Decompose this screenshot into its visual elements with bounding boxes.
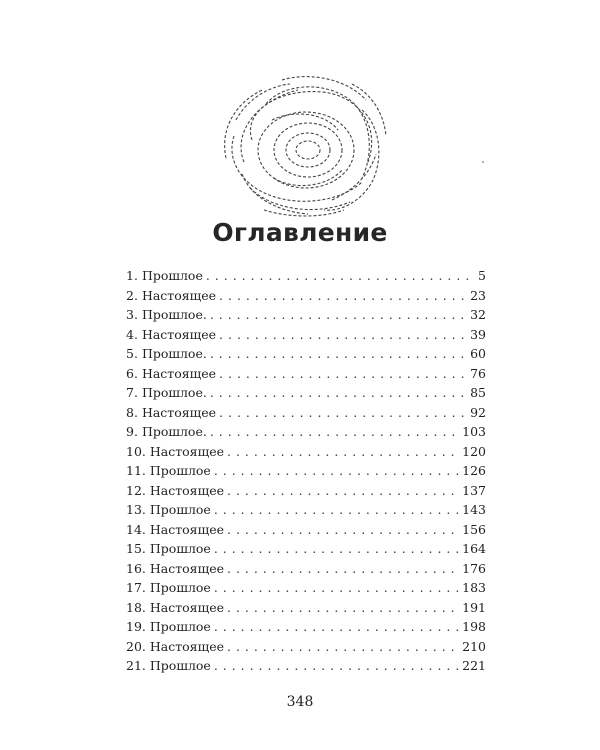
toc-entry-page: 103 (462, 424, 486, 439)
toc-entry-page: 143 (462, 502, 486, 517)
toc-entry[interactable] (126, 403, 486, 423)
toc-entry-title: Настоящее (141, 365, 217, 381)
toc-entry-page: 76 (470, 365, 486, 381)
table-of-contents (126, 266, 486, 676)
toc-entry-number: 3. (126, 307, 138, 322)
toc-entry[interactable] (126, 559, 486, 579)
dot-leader (227, 598, 459, 618)
toc-entry[interactable] (126, 266, 486, 286)
toc-entry-page: 32 (470, 307, 486, 322)
toc-entry-page: 198 (462, 619, 486, 634)
toc-entry-number: 14. (126, 521, 146, 537)
toc-entry-page: 221 (462, 658, 486, 673)
toc-entry[interactable] (126, 617, 486, 637)
toc-entry-number: 7. (126, 385, 138, 400)
toc-entry-title: Прошлое (149, 502, 211, 517)
toc-entry[interactable] (126, 325, 486, 345)
dot-leader (219, 364, 467, 384)
toc-entry-title: Настоящее (149, 443, 224, 459)
toc-entry-title: Прошлое. (141, 385, 207, 400)
page-title: Оглавление (212, 218, 388, 247)
toc-entry-title: Прошлое. (141, 424, 207, 439)
toc-entry-page: 183 (462, 580, 486, 595)
toc-entry-number: 1. (126, 268, 138, 283)
toc-entry-number: 10. (126, 443, 146, 459)
dot-leader (206, 266, 475, 286)
toc-entry[interactable] (126, 442, 486, 462)
toc-entry-title: Прошлое. (141, 346, 207, 361)
dot-leader (227, 559, 459, 579)
toc-entry-title: Настоящее (149, 599, 224, 615)
toc-entry-title: Прошлое (149, 463, 211, 478)
toc-entry[interactable] (126, 598, 486, 618)
toc-entry-number: 6. (126, 365, 138, 381)
dot-leader (210, 422, 459, 442)
dot-leader (214, 617, 459, 637)
toc-entry-page: 137 (462, 482, 486, 498)
toc-entry-number: 2. (126, 287, 138, 303)
toc-entry-number: 12. (126, 482, 146, 498)
dashed-spiral-icon (212, 70, 392, 220)
toc-entry-page: 120 (462, 443, 486, 459)
toc-entry-title: Настоящее (149, 482, 224, 498)
toc-entry[interactable] (126, 637, 486, 657)
toc-entry-number: 16. (126, 560, 146, 576)
toc-entry-title: Прошлое (149, 580, 211, 595)
toc-entry-title: Настоящее (141, 326, 217, 342)
toc-entry-title: Настоящее (141, 287, 217, 303)
toc-entry-number: 13. (126, 502, 146, 517)
toc-entry[interactable] (126, 364, 486, 384)
dot-leader (227, 442, 459, 462)
toc-entry[interactable] (126, 539, 486, 559)
dot-leader (227, 637, 459, 657)
dot-leader (227, 520, 459, 540)
dot-leader (214, 461, 459, 481)
toc-entry[interactable] (126, 520, 486, 540)
toc-entry[interactable] (126, 344, 486, 364)
dot-leader (214, 539, 459, 559)
toc-entry-number: 8. (126, 404, 138, 420)
dot-leader (227, 481, 459, 501)
toc-entry-page: 210 (462, 638, 486, 654)
toc-entry-page: 85 (470, 385, 486, 400)
dot-leader (214, 578, 459, 598)
toc-entry[interactable] (126, 656, 486, 676)
toc-entry-page: 92 (470, 404, 486, 420)
toc-entry-number: 9. (126, 424, 138, 439)
dot-leader (219, 286, 467, 306)
toc-entry-title: Настоящее (149, 638, 224, 654)
toc-entry-number: 21. (126, 658, 146, 673)
toc-entry-number: 4. (126, 326, 138, 342)
toc-entry-title: Прошлое (141, 268, 203, 283)
dot-leader (219, 325, 467, 345)
dot-leader (214, 500, 459, 520)
toc-entry-title: Настоящее (149, 521, 224, 537)
toc-entry-number: 5. (126, 346, 138, 361)
toc-entry-page: 39 (470, 326, 486, 342)
toc-entry-page: 191 (462, 599, 486, 615)
toc-entry[interactable] (126, 500, 486, 520)
toc-entry-page: 60 (470, 346, 486, 361)
toc-entry-title: Настоящее (141, 404, 217, 420)
toc-entry[interactable] (126, 383, 486, 403)
dot-leader (210, 305, 467, 325)
toc-entry[interactable] (126, 305, 486, 325)
toc-entry-page: 164 (462, 541, 486, 556)
toc-entry-number: 19. (126, 619, 146, 634)
toc-entry[interactable] (126, 286, 486, 306)
toc-entry-title: Прошлое (149, 658, 211, 673)
toc-entry-number: 18. (126, 599, 146, 615)
toc-entry-title: Прошлое. (141, 307, 207, 322)
toc-entry[interactable] (126, 578, 486, 598)
toc-entry-page: 23 (470, 287, 486, 303)
toc-entry-page: 156 (462, 521, 486, 537)
dot-leader (219, 403, 467, 423)
toc-entry-title: Настоящее (149, 560, 224, 576)
toc-entry-page: 5 (478, 268, 486, 283)
page-number: 348 (286, 694, 314, 710)
toc-entry[interactable] (126, 461, 486, 481)
dot-leader (210, 344, 467, 364)
stray-dot (482, 161, 484, 163)
dot-leader (210, 383, 467, 403)
toc-entry-number: 17. (126, 580, 146, 595)
toc-entry-number: 11. (126, 463, 146, 478)
toc-entry-title: Прошлое (149, 541, 211, 556)
toc-entry-page: 126 (462, 463, 486, 478)
dot-leader (214, 656, 459, 676)
toc-entry-title: Прошлое (149, 619, 211, 634)
toc-entry-number: 20. (126, 638, 146, 654)
toc-entry[interactable] (126, 422, 486, 442)
toc-entry-number: 15. (126, 541, 146, 556)
toc-entry-page: 176 (462, 560, 486, 576)
toc-entry[interactable] (126, 481, 486, 501)
